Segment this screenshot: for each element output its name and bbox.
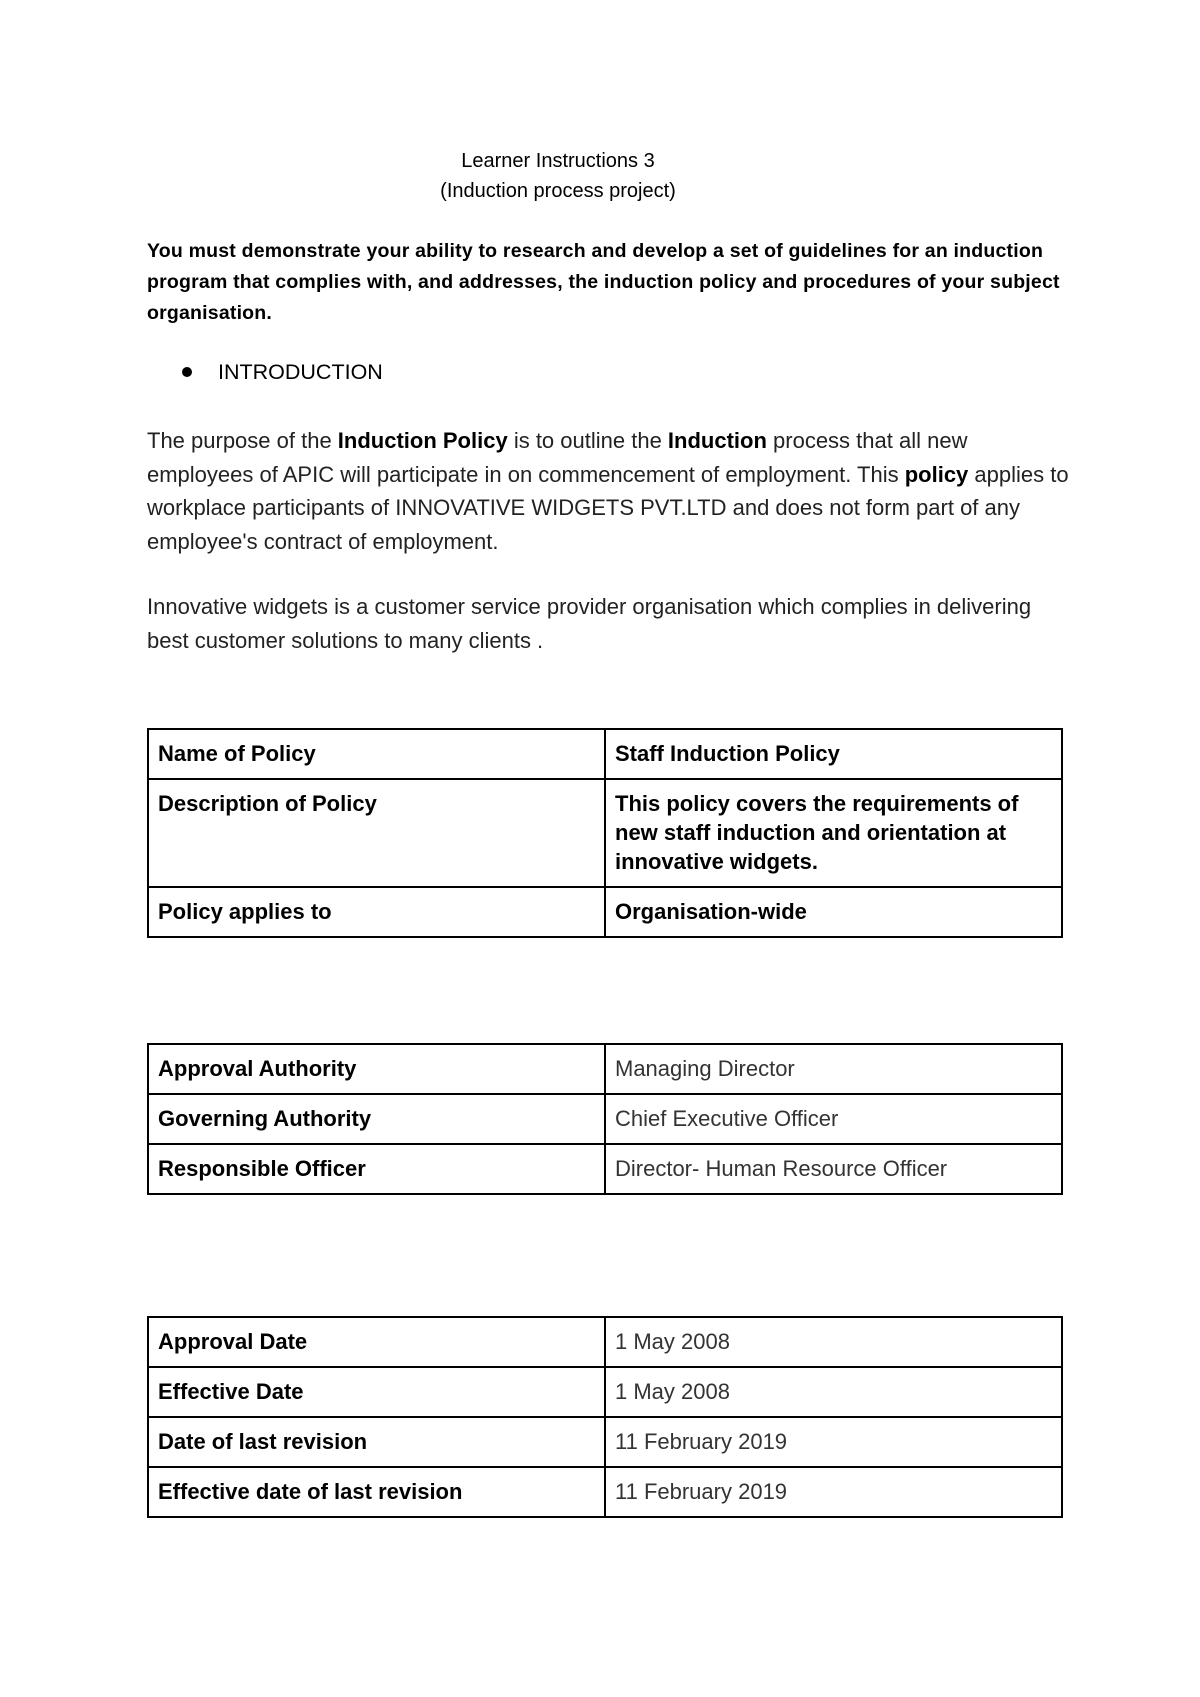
table-row bbox=[148, 729, 1062, 779]
table-cell-label: Date of last revision bbox=[148, 1417, 605, 1467]
table-row bbox=[148, 1367, 1062, 1417]
table-cell-value: Director- Human Resource Officer bbox=[605, 1144, 1062, 1194]
table-row bbox=[148, 1417, 1062, 1467]
title-line-2: (Induction process project) bbox=[440, 180, 676, 202]
table-row bbox=[148, 1094, 1062, 1144]
table-cell-label: Effective Date bbox=[148, 1367, 605, 1417]
table-cell-label: Name of Policy bbox=[148, 729, 605, 779]
intro-paragraph-1 bbox=[147, 424, 1077, 558]
introduction-heading bbox=[182, 357, 383, 387]
table-cell-label: Policy applies to bbox=[148, 887, 605, 937]
document-title bbox=[147, 146, 969, 206]
table-cell-label: Responsible Officer bbox=[148, 1144, 605, 1194]
intro-paragraph-2: Innovative widgets is a customer service provider organisation which complies in delivering best customer solutions to many clients . bbox=[147, 594, 1032, 653]
table-cell-value: Managing Director bbox=[605, 1044, 1062, 1094]
authority-table bbox=[147, 1043, 1063, 1195]
table-cell-value: Chief Executive Officer bbox=[605, 1094, 1062, 1144]
table-row bbox=[148, 1044, 1062, 1094]
section-heading: INTRODUCTION bbox=[218, 360, 383, 384]
table-cell-label: Approval Date bbox=[148, 1317, 605, 1367]
table-cell-label: Approval Authority bbox=[148, 1044, 605, 1094]
intro-text: is to outline the bbox=[507, 428, 668, 453]
intro-bold: Induction bbox=[667, 428, 767, 453]
table-cell-value: 1 May 2008 bbox=[605, 1317, 1062, 1367]
policy-details-table bbox=[147, 728, 1063, 938]
table-row bbox=[148, 779, 1062, 887]
table-cell-label: Description of Policy bbox=[148, 779, 605, 887]
intro-bold: Induction Policy bbox=[337, 428, 508, 453]
table-cell-value: 11 February 2019 bbox=[605, 1467, 1062, 1517]
intro-text: process that all new employees of APIC will participate in on commencement of employment. This bbox=[147, 428, 968, 487]
table-cell-value: Organisation-wide bbox=[605, 887, 1062, 937]
bullet-icon bbox=[182, 367, 192, 377]
table-cell-value: 1 May 2008 bbox=[605, 1367, 1062, 1417]
instructions-text: You must demonstrate your ability to research and develop a set of guidelines for an induction program that complies with, and addresses, the induction policy and procedures of your subject organisation. bbox=[147, 240, 1060, 324]
intro-text: applies to workplace participants of INNOVATIVE WIDGETS PVT.LTD and does not form part of any employee's contract of employment. bbox=[147, 461, 1069, 554]
intro-text: The purpose of the bbox=[147, 428, 338, 453]
table-row bbox=[148, 887, 1062, 937]
table-cell-value: This policy covers the requirements of new staff induction and orientation at innovative widgets. bbox=[605, 779, 1062, 887]
table-cell-value: Staff Induction Policy bbox=[605, 729, 1062, 779]
table-cell-label: Governing Authority bbox=[148, 1094, 605, 1144]
intro-bold: policy bbox=[904, 461, 969, 487]
table-row bbox=[148, 1317, 1062, 1367]
title-line-1: Learner Instructions 3 bbox=[461, 150, 655, 172]
table-cell-value: 11 February 2019 bbox=[605, 1417, 1062, 1467]
table-cell-label: Effective date of last revision bbox=[148, 1467, 605, 1517]
dates-table bbox=[147, 1316, 1063, 1518]
table-row bbox=[148, 1467, 1062, 1517]
table-row bbox=[148, 1144, 1062, 1194]
